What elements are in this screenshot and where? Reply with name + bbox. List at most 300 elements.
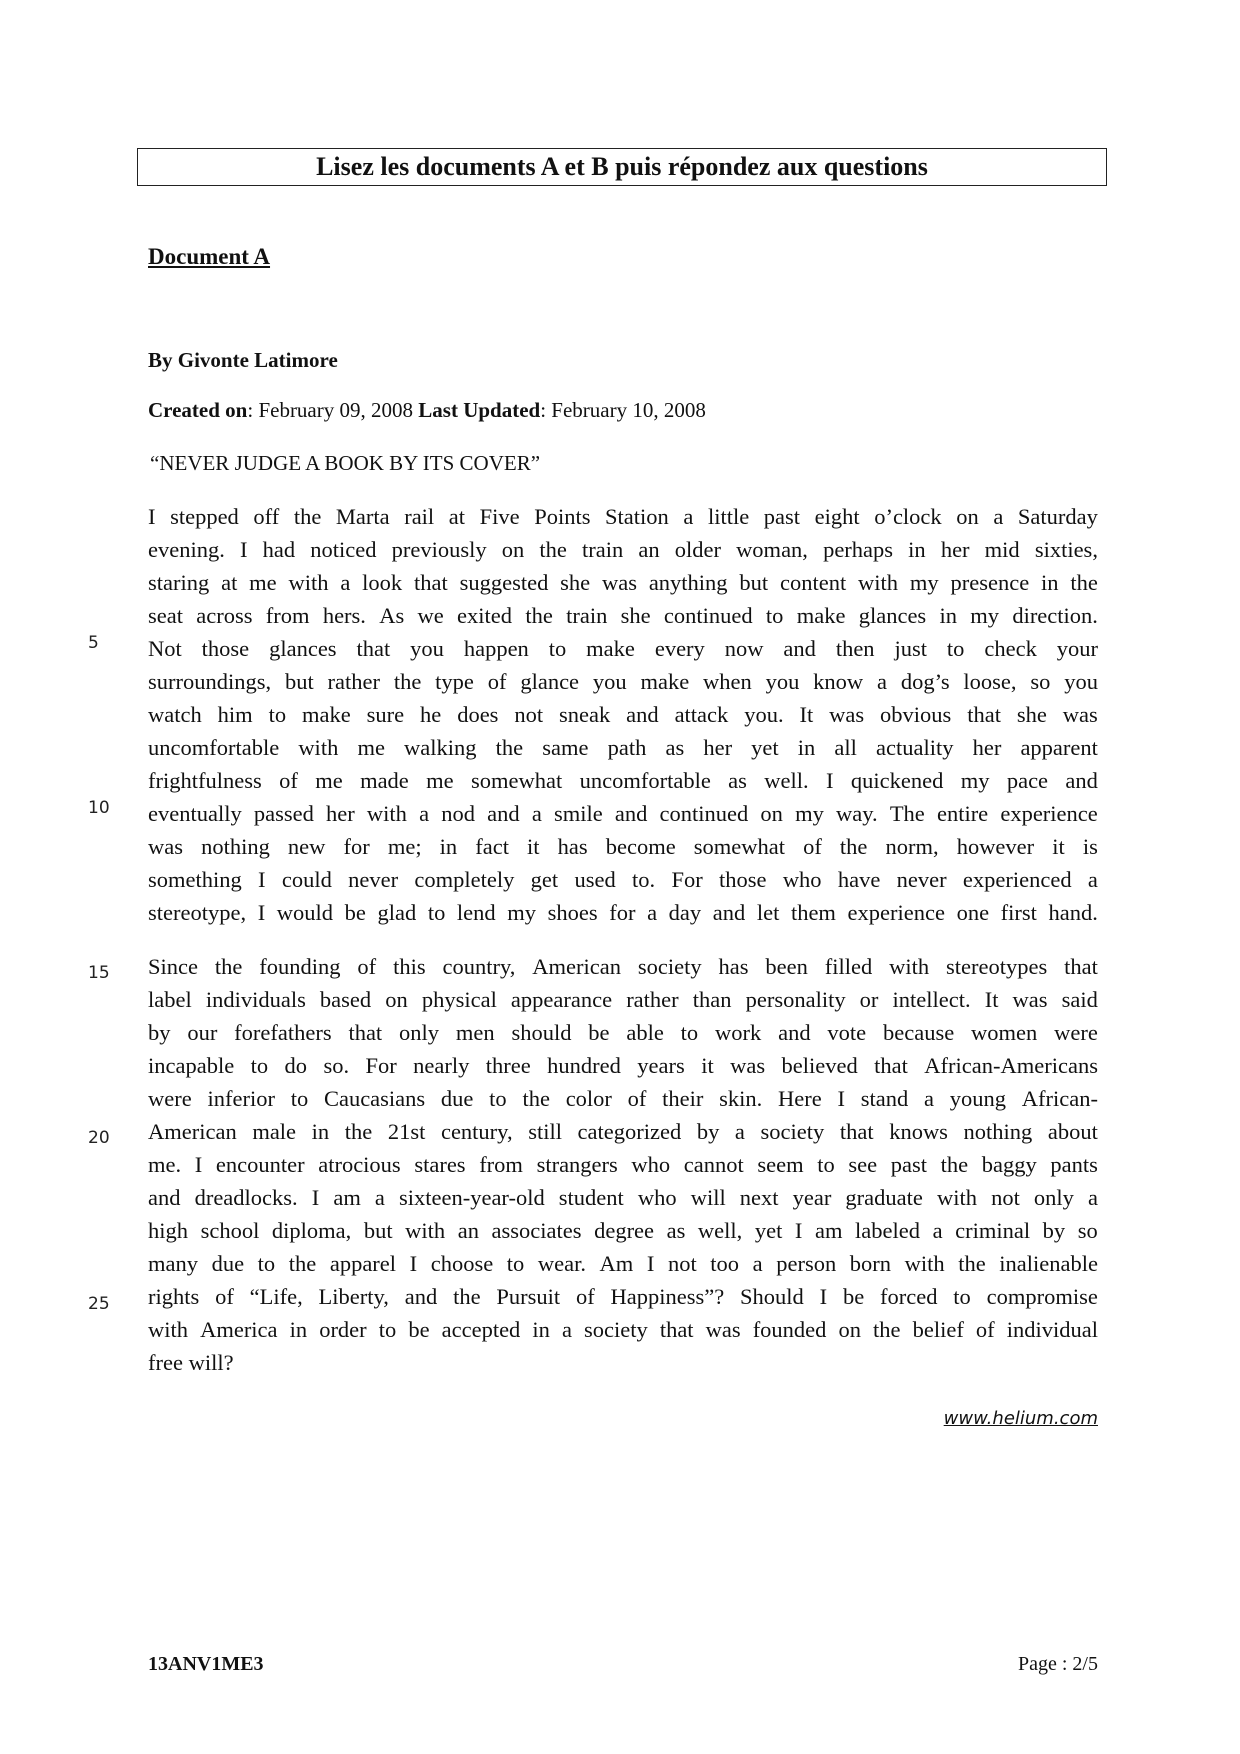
word: new: [287, 834, 326, 859]
word: as: [666, 1218, 686, 1243]
word: uncomfortable: [148, 735, 280, 760]
word: completely: [414, 867, 515, 892]
word: do: [284, 1053, 308, 1078]
word: to: [953, 1284, 971, 1309]
word: I: [646, 1251, 655, 1276]
word: never: [348, 867, 399, 892]
word: pants: [1050, 1152, 1098, 1177]
word: a: [877, 669, 887, 694]
word: to: [257, 1251, 276, 1276]
word: and: [614, 801, 648, 826]
word: individual: [1006, 1317, 1098, 1342]
word: stand: [860, 1086, 909, 1111]
word: to: [250, 1053, 269, 1078]
word: Am: [599, 1251, 634, 1276]
text-line: [148, 1082, 1098, 1115]
word: glances: [269, 636, 337, 661]
word: lend: [456, 900, 496, 925]
word: experience: [847, 900, 945, 925]
document-label: Document A: [148, 244, 271, 269]
text-line: [148, 566, 1098, 599]
word: a: [1087, 867, 1098, 892]
word: knows: [889, 1119, 948, 1144]
word: of: [575, 1284, 595, 1309]
word: am: [814, 1218, 843, 1243]
word: my: [960, 768, 990, 793]
word: person: [776, 1251, 837, 1276]
word: graduate: [845, 1185, 923, 1210]
word: he: [420, 702, 442, 727]
word: presence: [950, 570, 1030, 595]
word: society: [760, 1119, 825, 1144]
word: born: [849, 1251, 892, 1276]
word: not: [667, 1251, 697, 1276]
word: men: [455, 1020, 495, 1045]
word: sixteen-year-old: [398, 1185, 545, 1210]
word: three: [485, 1053, 531, 1078]
word: become: [605, 834, 676, 859]
word: eventually: [148, 801, 242, 826]
word: to: [548, 636, 567, 661]
word: continued: [663, 603, 753, 628]
word: the: [539, 537, 567, 562]
word: stepped: [170, 504, 239, 529]
word: fact: [475, 834, 509, 859]
word: country,: [442, 954, 516, 979]
word: experienced: [962, 867, 1072, 892]
word: to: [268, 702, 287, 727]
word: rail: [404, 504, 435, 529]
word: forefathers: [234, 1020, 332, 1045]
word: woman,: [736, 537, 808, 562]
word: glad: [377, 900, 417, 925]
text-line: [148, 983, 1098, 1016]
word: quickened: [850, 768, 944, 793]
word: still: [528, 1119, 562, 1144]
created-label: Created on: [148, 398, 248, 422]
word: I: [826, 768, 834, 793]
word: accepted: [441, 1317, 521, 1342]
word: appearance: [510, 987, 613, 1012]
word: of: [627, 1086, 647, 1111]
word: made: [360, 768, 409, 793]
word: rather: [327, 669, 381, 694]
word: was: [1062, 702, 1098, 727]
line-number: 25: [88, 1294, 110, 1314]
word: Marta: [335, 504, 390, 529]
word: on: [838, 1317, 861, 1342]
line-number: 20: [88, 1128, 110, 1148]
word: that: [414, 570, 448, 595]
word: society: [584, 1317, 648, 1342]
word: with: [889, 954, 930, 979]
word: due: [211, 1251, 245, 1276]
word: a: [924, 1086, 935, 1111]
word: the: [288, 1251, 317, 1276]
word: direction.: [1012, 603, 1098, 628]
word: in: [532, 1317, 550, 1342]
word: It: [799, 702, 814, 727]
word: an: [457, 1218, 479, 1243]
word: make: [301, 702, 351, 727]
word: a: [683, 504, 694, 529]
word: dreadlocks.: [194, 1185, 298, 1210]
word: based: [319, 987, 372, 1012]
word: stereotypes: [946, 954, 1048, 979]
word: to: [489, 1086, 507, 1111]
word: The: [889, 801, 925, 826]
word: women: [971, 1020, 1038, 1045]
word: a: [752, 1251, 763, 1276]
paragraph-2: [148, 950, 1098, 1379]
word: the: [940, 1152, 969, 1177]
word: train: [581, 537, 624, 562]
word: has: [718, 954, 749, 979]
word: I: [239, 537, 248, 562]
word: and: [1065, 768, 1098, 793]
word: and: [783, 636, 816, 661]
word: me;: [387, 834, 422, 859]
word: not: [991, 1185, 1020, 1210]
article-headline: “NEVER JUDGE A BOOK BY ITS COVER”: [150, 451, 541, 475]
word: to: [378, 1317, 397, 1342]
word: said: [1061, 987, 1098, 1012]
word: I: [819, 1284, 828, 1309]
word: or: [859, 987, 879, 1012]
word: a: [374, 1185, 385, 1210]
text-line: [148, 1280, 1098, 1313]
text-line: [148, 1247, 1098, 1280]
word: century,: [440, 1119, 513, 1144]
word: is: [1082, 834, 1098, 859]
word: but: [363, 1218, 393, 1243]
word: For: [365, 1053, 397, 1078]
instruction-title-box: [137, 148, 1107, 186]
word: was: [148, 834, 183, 859]
word: you: [592, 669, 627, 694]
word: walking: [404, 735, 477, 760]
word: year: [792, 1185, 832, 1210]
word: across: [196, 603, 253, 628]
text-line: [148, 764, 1098, 797]
word: nod: [441, 801, 475, 826]
word: hers.: [322, 603, 366, 628]
word: a: [932, 1218, 943, 1243]
exam-code: 13ANV1ME3: [148, 1653, 264, 1675]
word: with: [904, 1251, 945, 1276]
word: on: [501, 537, 525, 562]
word: I: [311, 1185, 320, 1210]
word: the: [839, 834, 868, 859]
word: Since: [148, 954, 198, 979]
word: at: [221, 570, 238, 595]
word: incapable: [148, 1053, 235, 1078]
word: in: [439, 834, 458, 859]
word: but: [284, 669, 314, 694]
word: work: [715, 1020, 762, 1045]
word: student: [558, 1185, 624, 1210]
word: next: [739, 1185, 779, 1210]
word: apparent: [1020, 735, 1098, 760]
word: me: [249, 570, 277, 595]
word: in: [908, 537, 926, 562]
word: that: [659, 1317, 694, 1342]
word: of: [803, 834, 822, 859]
word: my: [795, 801, 824, 826]
word: first: [1000, 900, 1037, 925]
word: that: [839, 1119, 874, 1144]
word: obvious: [880, 702, 952, 727]
word: to.: [632, 867, 656, 892]
word: at: [448, 504, 466, 529]
word: you: [1064, 669, 1098, 694]
word: founded: [752, 1317, 827, 1342]
word: I: [148, 504, 156, 529]
word: American: [148, 1119, 237, 1144]
word: stereotype,: [148, 900, 247, 925]
word: your: [1056, 636, 1098, 661]
word: As: [379, 603, 405, 628]
word: staring: [148, 570, 210, 595]
word: was: [1012, 987, 1048, 1012]
word: mid: [984, 537, 1020, 562]
page-number: Page : 2/5: [1018, 1653, 1098, 1675]
word: the: [393, 669, 422, 694]
word: inferior: [207, 1086, 275, 1111]
word: inalienable: [999, 1251, 1098, 1276]
word: a: [340, 570, 351, 595]
word: sure: [366, 702, 405, 727]
word: male: [252, 1119, 297, 1144]
source-link[interactable]: www.helium.com: [943, 1408, 1098, 1429]
word: able: [626, 1020, 664, 1045]
word: who: [782, 867, 822, 892]
word: associates: [491, 1218, 582, 1243]
word: and: [487, 801, 520, 826]
word: nothing: [963, 1119, 1033, 1144]
word: with: [936, 1185, 977, 1210]
word: on: [760, 801, 783, 826]
word: happen: [463, 636, 529, 661]
word: off: [253, 504, 280, 529]
word: physical: [421, 987, 497, 1012]
word: experience: [1000, 801, 1098, 826]
text-line: [148, 797, 1098, 830]
text-line: [148, 1115, 1098, 1148]
word: young: [949, 1086, 1007, 1111]
word: little: [707, 504, 750, 529]
word: filled: [824, 954, 873, 979]
line-number: 10: [88, 798, 110, 818]
word: I: [409, 1251, 418, 1276]
word: a: [1088, 1185, 1098, 1210]
word: society: [637, 954, 702, 979]
word: so.: [323, 1053, 350, 1078]
word: forced: [880, 1284, 938, 1309]
word: their: [662, 1086, 704, 1111]
word: as: [728, 768, 747, 793]
word: Pursuit: [496, 1284, 561, 1309]
word: atrocious: [318, 1152, 401, 1177]
word: an: [638, 537, 660, 562]
word: past: [890, 1152, 928, 1177]
text-line: [148, 1049, 1098, 1082]
word: degree: [594, 1218, 655, 1243]
word: could: [281, 867, 332, 892]
word: It: [984, 987, 999, 1012]
word: to: [506, 1251, 525, 1276]
word: to: [680, 1020, 699, 1045]
word: stares: [414, 1152, 466, 1177]
word: the: [453, 1284, 481, 1309]
word: she: [1016, 702, 1047, 727]
word: was: [730, 1053, 766, 1078]
text-line: [148, 863, 1098, 896]
word: frightfulness: [148, 768, 262, 793]
word: 21st: [387, 1119, 426, 1144]
word: due: [440, 1086, 474, 1111]
text-line: [148, 731, 1098, 764]
word: in: [797, 735, 816, 760]
word: him: [217, 702, 253, 727]
word: the: [525, 603, 553, 628]
word: know: [813, 669, 864, 694]
word: to: [946, 636, 965, 661]
word: Saturday: [1017, 504, 1098, 529]
word: yet: [751, 735, 779, 760]
word: order: [319, 1317, 367, 1342]
word: make: [640, 669, 690, 694]
word: evening.: [148, 537, 225, 562]
word: well,: [697, 1218, 743, 1243]
text-line: [148, 632, 1098, 665]
word: intellect.: [892, 987, 971, 1012]
word: who: [637, 1185, 677, 1210]
word: me.: [148, 1152, 182, 1177]
word: I: [837, 1086, 846, 1111]
word: strangers: [536, 1152, 618, 1177]
word: choose: [430, 1251, 494, 1276]
word: that: [348, 1020, 383, 1045]
word: Happiness”?: [610, 1284, 725, 1309]
word: a: [531, 801, 542, 826]
word: label: [148, 987, 192, 1012]
word: me: [357, 735, 385, 760]
word: vote: [827, 1020, 867, 1045]
word: am: [333, 1185, 361, 1210]
word: I: [258, 867, 266, 892]
word: and: [712, 900, 746, 925]
word: that: [874, 1053, 908, 1078]
word: only: [399, 1020, 440, 1045]
word: way.: [836, 801, 878, 826]
instruction-title: Lisez les documents A et B puis répondez aux questions: [316, 152, 928, 181]
word: than: [692, 987, 732, 1012]
word: a: [734, 1119, 745, 1144]
text-line: [148, 896, 1098, 929]
word: she: [620, 603, 651, 628]
word: you: [410, 636, 444, 661]
word: however: [956, 834, 1035, 859]
word: the: [214, 954, 243, 979]
updated-date: : February 10, 2008: [540, 398, 706, 422]
word: a: [993, 504, 1004, 529]
text-line: [148, 599, 1098, 632]
word: on: [385, 987, 408, 1012]
word: on: [956, 504, 979, 529]
word: seat: [148, 603, 183, 628]
word: skin.: [719, 1086, 763, 1111]
word: used: [574, 867, 616, 892]
word: a: [647, 900, 658, 925]
word: wear.: [537, 1251, 586, 1276]
word: my: [909, 570, 939, 595]
text-line: free will?: [148, 1350, 234, 1375]
word: smile: [553, 801, 603, 826]
word: sneak: [559, 702, 611, 727]
word: baggy: [981, 1152, 1037, 1177]
author-byline: By Givonte Latimore: [148, 348, 338, 372]
word: watch: [148, 702, 202, 727]
word: too: [710, 1251, 740, 1276]
word: make: [796, 603, 846, 628]
word: seem: [757, 1152, 804, 1177]
word: labeled: [855, 1218, 920, 1243]
word: rather: [626, 987, 679, 1012]
word: about: [1047, 1119, 1098, 1144]
word: should: [511, 1020, 572, 1045]
word: with: [288, 570, 329, 595]
word: and: [404, 1284, 438, 1309]
word: from: [479, 1152, 523, 1177]
word: to: [290, 1086, 309, 1111]
word: let: [756, 900, 780, 925]
word: years: [637, 1053, 685, 1078]
word: encounter: [215, 1152, 305, 1177]
word: diploma,: [271, 1218, 352, 1243]
word: norm,: [885, 834, 939, 859]
word: cannot: [683, 1152, 744, 1177]
word: pace: [1006, 768, 1049, 793]
word: eight: [814, 504, 860, 529]
word: that: [356, 636, 391, 661]
word: past: [763, 504, 801, 529]
word: by: [148, 1020, 171, 1045]
word: her: [326, 801, 355, 826]
text-line: [148, 950, 1098, 983]
word: only: [1033, 1185, 1074, 1210]
word: was: [829, 702, 865, 727]
word: be: [842, 1284, 865, 1309]
word: Caucasians: [323, 1086, 426, 1111]
word: Should: [740, 1284, 804, 1309]
word: with: [405, 1218, 446, 1243]
word: when: [703, 669, 752, 694]
date-metadata: [148, 398, 706, 423]
word: uncomfortable: [579, 768, 711, 793]
word: with: [366, 801, 407, 826]
created-date: : February 09, 2008: [247, 398, 419, 422]
updated-label: Last Updated: [418, 398, 541, 422]
word: loose,: [963, 669, 1017, 694]
word: perhaps: [823, 537, 894, 562]
word: would: [276, 900, 334, 925]
word: attack: [674, 702, 729, 727]
word: the: [522, 1086, 550, 1111]
word: now: [724, 636, 764, 661]
word: this: [393, 954, 426, 979]
word: of: [487, 669, 507, 694]
